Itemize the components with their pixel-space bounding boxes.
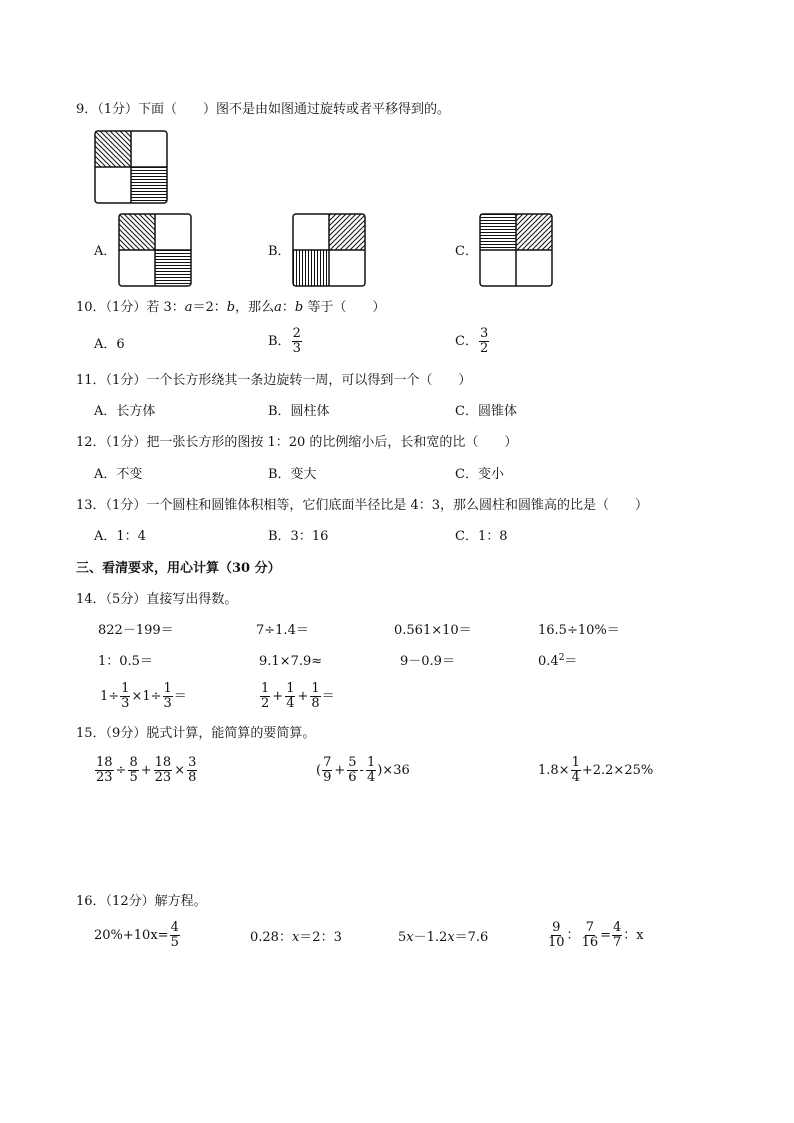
q16-eq-1: 20%+10x= $\frac{4}{5}$ — [94, 920, 179, 950]
q14-item-10: $\frac{1}{2}$ + $\frac{1}{4}$ + $\frac{1}{8}$ ＝ — [261, 681, 335, 711]
q9-option-c-figure[interactable] — [479, 213, 553, 287]
q15-expr-3: 1.8× $\frac{1}{4}$ +2.2×25% — [538, 755, 654, 785]
q11-stem: 11．（1分）一个长方形绕其一条边旋转一周，可以得到一个（ ） — [76, 373, 472, 388]
q15-expr-1: $\frac{18}{23}$ ÷ $\frac{8}{5}$ + $\frac{18}{23}$ × $\frac{3}{8}$ — [96, 755, 197, 785]
q14-item-6: 9.1×7.9≈ — [259, 654, 323, 669]
q12-option-a[interactable]: A．不变 — [94, 467, 143, 482]
q11-option-a[interactable]: A．长方体 — [94, 404, 156, 419]
q9-option-b-figure[interactable] — [292, 213, 366, 287]
q13-option-a[interactable]: A．1：4 — [94, 529, 146, 544]
q16-stem: 16．（12分）解方程。 — [76, 894, 207, 909]
q9-reference-figure — [94, 130, 168, 204]
q12-stem: 12．（1分）把一张长方形的图按 1：20 的比例缩小后，长和宽的比（ ） — [76, 435, 518, 450]
q9-option-a-figure[interactable] — [118, 213, 192, 287]
q13-option-b[interactable]: B．3：16 — [268, 529, 329, 544]
q10-option-a[interactable]: A．6 — [94, 337, 125, 352]
q16-eq-4: $\frac{9}{10}$ ： $\frac{7}{16}$ = $\frac{4}{7}$ ：x — [548, 920, 644, 950]
q13-stem: 13．（1分）一个圆柱和圆锥体积相等，它们底面半径比是 4：3，那么圆柱和圆锥高的比是（ ） — [76, 498, 648, 513]
q14-item-8: $0.4^2=$ — [538, 653, 578, 669]
q15-expr-2: ( $\frac{7}{9}$ + $\frac{5}{6}$ - $\frac{1}{4}$ )×36 — [316, 755, 410, 785]
q9-stem: 9．（1分）下面（ ）图不是由如图通过旋转或者平移得到的。 — [76, 102, 451, 117]
q9-option-a-label[interactable]: A． — [94, 244, 117, 259]
q12-option-b[interactable]: B．变大 — [268, 467, 317, 482]
q15-stem: 15．（9分）脱式计算，能简算的要简算。 — [76, 726, 316, 741]
q16-eq-2: 0.28：x＝2：3 — [250, 930, 342, 945]
q14-item-2: 7÷1.4＝ — [256, 623, 309, 638]
q14-stem: 14．（5分）直接写出得数。 — [76, 592, 238, 607]
q14-item-9: 1÷ $\frac{1}{3}$ ×1÷ $\frac{1}{3}$ ＝ — [100, 681, 187, 711]
q14-item-4: 16.5÷10%＝ — [538, 623, 620, 638]
q14-item-3: 0.561×10＝ — [394, 623, 472, 638]
q9-option-c-label[interactable]: C． — [455, 244, 478, 259]
section-heading: 三、看清要求，用心计算（30 分） — [76, 561, 281, 576]
q10-option-b[interactable]: B． $\frac{2}{3}$ — [268, 326, 301, 356]
q14-item-1: 822－199＝ — [98, 623, 174, 638]
q14-item-7: 9－0.9＝ — [400, 654, 455, 669]
q9-option-b-label[interactable]: B． — [268, 244, 291, 259]
q13-option-c[interactable]: C．1：8 — [455, 529, 508, 544]
q10-stem: 10．（1分）若 3：a＝2：b，那么a：b 等于（ ） — [76, 300, 386, 315]
q12-option-c[interactable]: C．变小 — [455, 467, 504, 482]
q10-option-c[interactable]: C． $\frac{3}{2}$ — [455, 326, 489, 356]
q11-option-b[interactable]: B．圆柱体 — [268, 404, 330, 419]
q11-option-c[interactable]: C．圆锥体 — [455, 404, 517, 419]
q14-item-5: 1：0.5＝ — [98, 654, 153, 669]
q16-eq-3: 5x－1.2x＝7.6 — [398, 930, 489, 945]
